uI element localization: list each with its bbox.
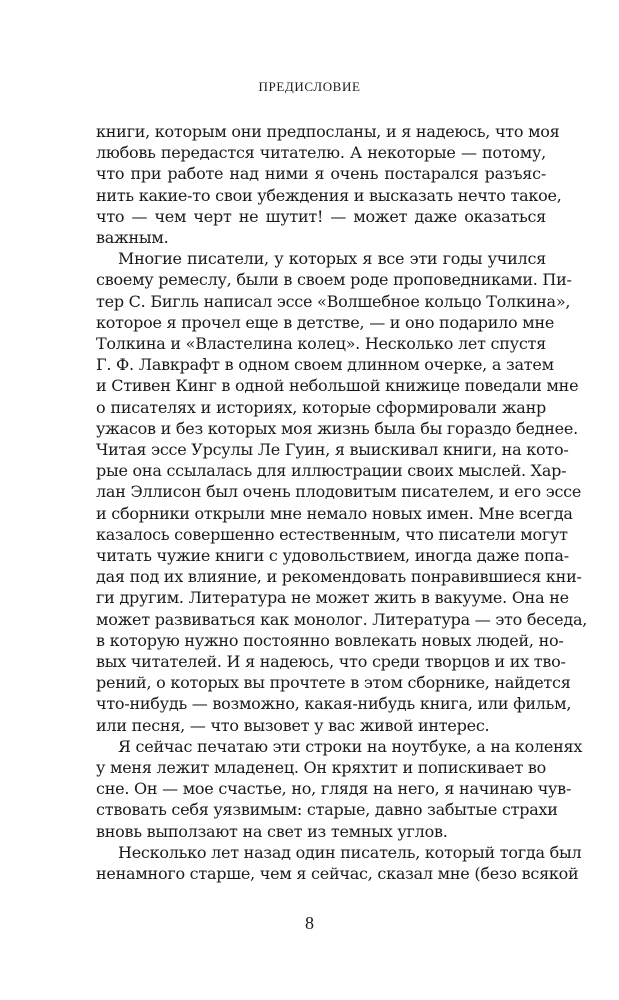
text-line: о писателях и историях, которые сформировали жанр bbox=[96, 397, 546, 417]
page-number: 8 bbox=[305, 913, 314, 933]
text-line: Несколько лет назад один писатель, который тогда был bbox=[118, 842, 582, 862]
text-line: что-нибудь — возможно, какая-нибудь книга, или фильм, bbox=[96, 694, 572, 714]
text-line: вых читателей. И я надеюсь, что среди творцов и их тво- bbox=[96, 652, 566, 671]
text-line: вновь выползают на свет из темных углов. bbox=[96, 821, 448, 841]
text-line: Толкина и «Властелина колец». Несколько лет спустя bbox=[96, 334, 546, 353]
text-line: что при работе над ними я очень постарался разъяс- bbox=[96, 164, 546, 184]
text-line: или песня, — что вызовет у вас живой интерес. bbox=[96, 715, 490, 735]
text-line: тер С. Бигль написал эссе «Волшебное кольцо Толкина», bbox=[96, 291, 571, 311]
body-text bbox=[96, 0, 588, 1000]
text-line: важным. bbox=[96, 228, 169, 247]
text-line: ги другим. Литература не может жить в вакууме. Она не bbox=[96, 588, 569, 608]
text-line: ужасов и без которых моя жизнь была бы гораздо беднее. bbox=[96, 418, 578, 438]
text-line: которое я прочел еще в детстве, — и оно подарило мне bbox=[96, 312, 555, 332]
text-line: любовь передастся читателю. А некоторые — потому, bbox=[96, 143, 546, 163]
text-line: ненамного старше, чем я сейчас, сказал мне (безо всякой bbox=[96, 864, 579, 883]
text-line: лан Эллисон был очень плодовитым писателем, и его эссе bbox=[96, 482, 582, 502]
text-line: рений, о которых вы прочтете в этом сборнике, найдется bbox=[96, 673, 571, 693]
text-line: и сборники открыли мне немало новых имен. Мне всегда bbox=[96, 503, 573, 523]
text-line: ствовать себя уязвимым: старые, давно забытые страхи bbox=[96, 800, 558, 820]
text-line: у меня лежит младенец. Он кряхтит и попискивает во bbox=[96, 758, 547, 777]
text-line: в которую нужно постоянно вовлекать новых людей, но- bbox=[96, 630, 564, 650]
text-line: дая под их влияние, и рекомендовать понравившиеся кни- bbox=[96, 567, 582, 587]
text-line: казалось совершенно естественным, что писатели могут bbox=[96, 524, 568, 544]
text-line: и Стивен Кинг в одной небольшой книжице поведали мне bbox=[96, 376, 579, 396]
text-line: что — чем черт не шутит! — может даже оказаться bbox=[96, 206, 546, 226]
text-line: своему ремеслу, были в своем роде проповедниками. Пи- bbox=[96, 270, 572, 290]
text-line: может развиваться как монолог. Литература — это беседа, bbox=[96, 609, 588, 629]
text-line: Многие писатели, у которых я все эти годы учился bbox=[118, 249, 546, 269]
text-line: сне. Он — мое счастье, но, глядя на него, я начинаю чув- bbox=[96, 779, 572, 799]
text-line: Читая эссе Урсулы Ле Гуин, я выискивал книги, на кото- bbox=[96, 440, 569, 459]
text-line: книги, которым они предпосланы, и я надеюсь, что моя bbox=[96, 122, 560, 141]
text-line: рые она ссылалась для иллюстрации своих мыслей. Хар- bbox=[96, 461, 567, 481]
running-head: ПРЕДИСЛОВИЕ bbox=[258, 79, 361, 94]
text-line: Я сейчас печатаю эти строки на ноутбуке, а на коленях bbox=[118, 736, 583, 756]
text-line: нить какие-то свои убеждения и высказать нечто такое, bbox=[96, 185, 562, 205]
text-line: читать чужие книги с удовольствием, иногда даже попа- bbox=[96, 546, 569, 565]
text-line: Г. Ф. Лавкрафт в одном своем длинном очерке, а затем bbox=[96, 355, 554, 375]
